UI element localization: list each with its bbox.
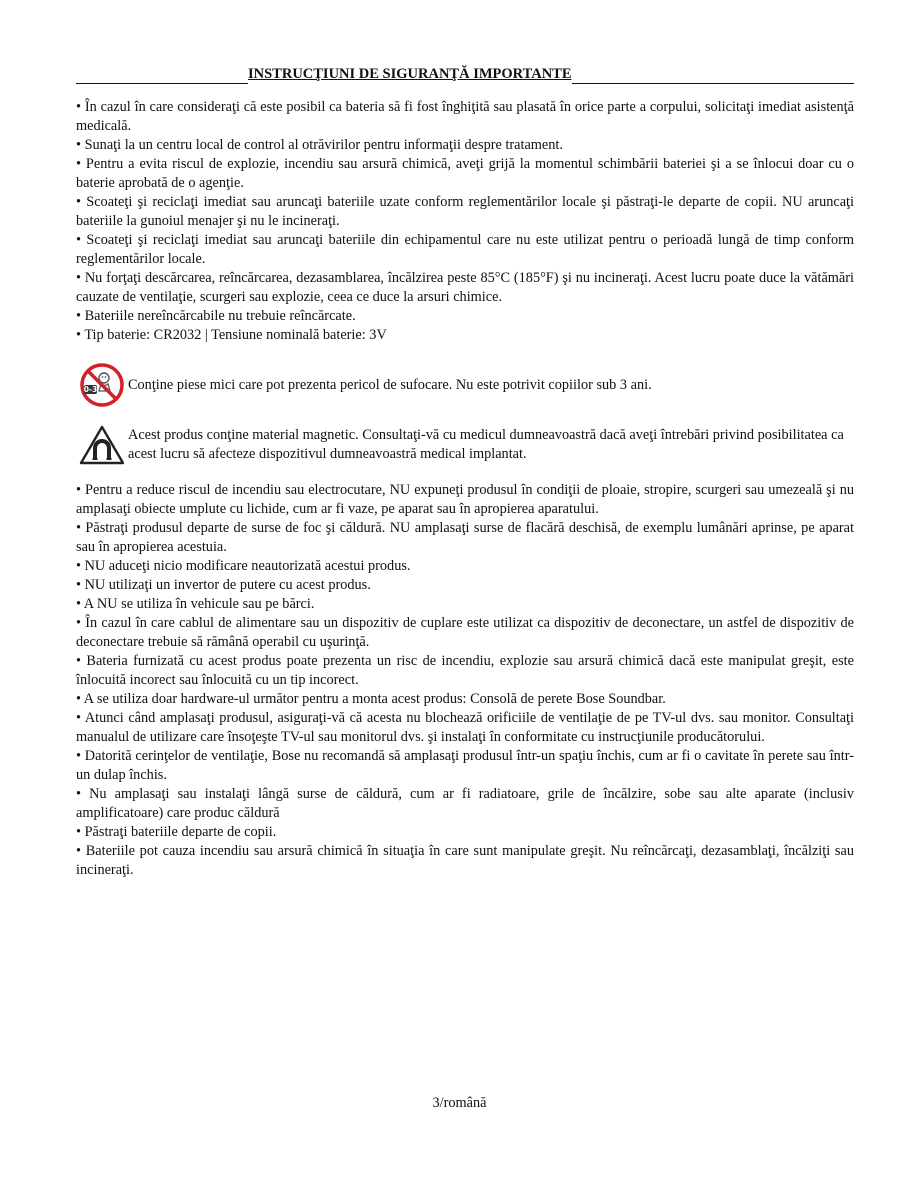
bullet-item: • Scoateţi şi reciclaţi imediat sau aruncaţi bateriile din echipamentul care nu este utilizat pentru o perioadă lungă de timp conform reglementărilor locale. — [76, 232, 854, 267]
bullet-item: • Nu amplasaţi sau instalaţi lângă surse de căldură, cum ar fi radiatoare, grile de încălzire, sobe sau alte aparate (inclusiv amplificatoare) care produc căldură — [76, 786, 854, 821]
document-page — [76, 64, 854, 880]
bullet-item: • În cazul în care consideraţi că este posibil ca bateria să fi fost înghiţită sau plasată în orice parte a corpului, solicitaţi imediat asistenţă medicală. — [76, 99, 854, 134]
bullet-item: • Sunaţi la un centru local de control al otrăvirilor pentru informaţii despre tratament. — [76, 137, 563, 153]
magnetic-warning — [76, 420, 854, 470]
top-bullet-list — [76, 98, 854, 345]
bullet-item: • Scoateţi şi reciclaţi imediat sau aruncaţi bateriile uzate conform reglementărilor locale şi păstraţi-le departe de copii. NU aruncaţi bateriile la gunoiul menajer şi nu le incineraţi. — [76, 194, 854, 229]
title-rule-right — [572, 68, 854, 84]
section-title — [76, 64, 854, 84]
bullet-item: • Pentru a reduce riscul de incendiu sau electrocutare, NU expuneţi produsul în condiţii de ploaie, stropire, scurgeri sau umezeală şi nu amplasaţi obiecte umplute cu lichide, cum ar fi vaze, pe aparat sau în apropierea aparatului. — [76, 482, 854, 517]
bullet-item: • A NU se utiliza în vehicule sau pe bărci. — [76, 596, 315, 612]
bullet-item: • Bateriile pot cauza incendiu sau arsură chimică în situaţia în care sunt manipulate greşit. Nu reîncărcaţi, dezasamblaţi, încălziţi sau incineraţi. — [76, 843, 854, 878]
bullet-item: • Atunci când amplasaţi produsul, asiguraţi-vă că acesta nu blochează orificiile de ventilaţie de pe TV-ul dvs. sau monitor. Consultaţi manualul de utilizare care însoţeşte TV-ul sau monitorul dvs. şi instalaţi în conformitate cu instrucţiunile producătorului. — [76, 710, 854, 745]
title-rule-left — [76, 68, 248, 84]
bullet-item: • NU aduceţi nicio modificare neautorizată acestui produs. — [76, 558, 411, 574]
bullet-item: • Datorită cerinţelor de ventilaţie, Bose nu recomandă să amplasaţi produsul într-un spaţiu închis, cum ar fi o cavitate în perete sau într-un dulap închis. — [76, 748, 854, 783]
title-text: INSTRUCŢIUNI DE SIGURANŢĂ IMPORTANTE — [248, 66, 572, 82]
small-parts-warning — [76, 362, 854, 408]
bullet-item: • Pentru a evita riscul de explozie, incendiu sau arsură chimică, aveţi grijă la momentul schimbării bateriei şi a se înlocui doar cu o baterie aprobată de o agenţie. — [76, 156, 854, 191]
bullet-item: • Nu forţaţi descărcarea, reîncărcarea, dezasamblarea, încălzirea peste 85°C (185°F) şi nu incineraţi. Acest lucru poate duce la vătămări cauzate de ventilaţie, scurgeri sau explozie, ceea ce duce la arsuri chimice. — [76, 270, 854, 305]
no-children-0-3-icon — [76, 362, 128, 408]
svg-text:0-3: 0-3 — [83, 385, 98, 394]
bullet-item: • Bateriile nereîncărcabile nu trebuie reîncărcate. — [76, 308, 356, 324]
bullet-item: • Tip baterie: CR2032 | Tensiune nominală baterie: 3V — [76, 327, 387, 343]
bullet-item: • NU utilizaţi un invertor de putere cu acest produs. — [76, 577, 371, 593]
small-parts-text: Conţine piese mici care pot prezenta pericol de sufocare. Nu este potrivit copiilor sub 3 ani. — [128, 376, 652, 393]
bullet-item: • A se utiliza doar hardware-ul următor pentru a monta acest produs: Consolă de perete Bose Soundbar. — [76, 691, 666, 707]
bullet-item: • Păstraţi produsul departe de surse de foc şi căldură. NU amplasaţi surse de flacără deschisă, de exemplu lumânări aprinse, pe aparat sau în apropierea acestuia. — [76, 520, 854, 555]
bullet-item: • Bateria furnizată cu acest produs poate prezenta un risc de incendiu, explozie sau arsură chimică dacă este manipulat greşit, este înlocuită incorect sau înlocuită cu un tip incorect. — [76, 653, 854, 688]
magnetic-text: Acest produs conţine material magnetic. Consultaţi-vă cu medicul dumneavoastră dacă aveţi întrebări privind posibilitatea ca acest lucru să afecteze dispozitivul dumneavoastră medical implantat. — [128, 427, 844, 462]
magnet-warning-icon — [76, 425, 128, 465]
page-number: 3/română — [432, 1095, 487, 1111]
bullet-item: • În cazul în care cablul de alimentare sau un dispozitiv de cuplare este utilizat ca dispozitiv de deconectare, un astfel de dispozitiv de deconectare trebuie să rămână operabil cu uşurinţă. — [76, 615, 854, 650]
bottom-bullet-list — [76, 481, 854, 880]
bullet-item: • Păstraţi bateriile departe de copii. — [76, 824, 277, 840]
